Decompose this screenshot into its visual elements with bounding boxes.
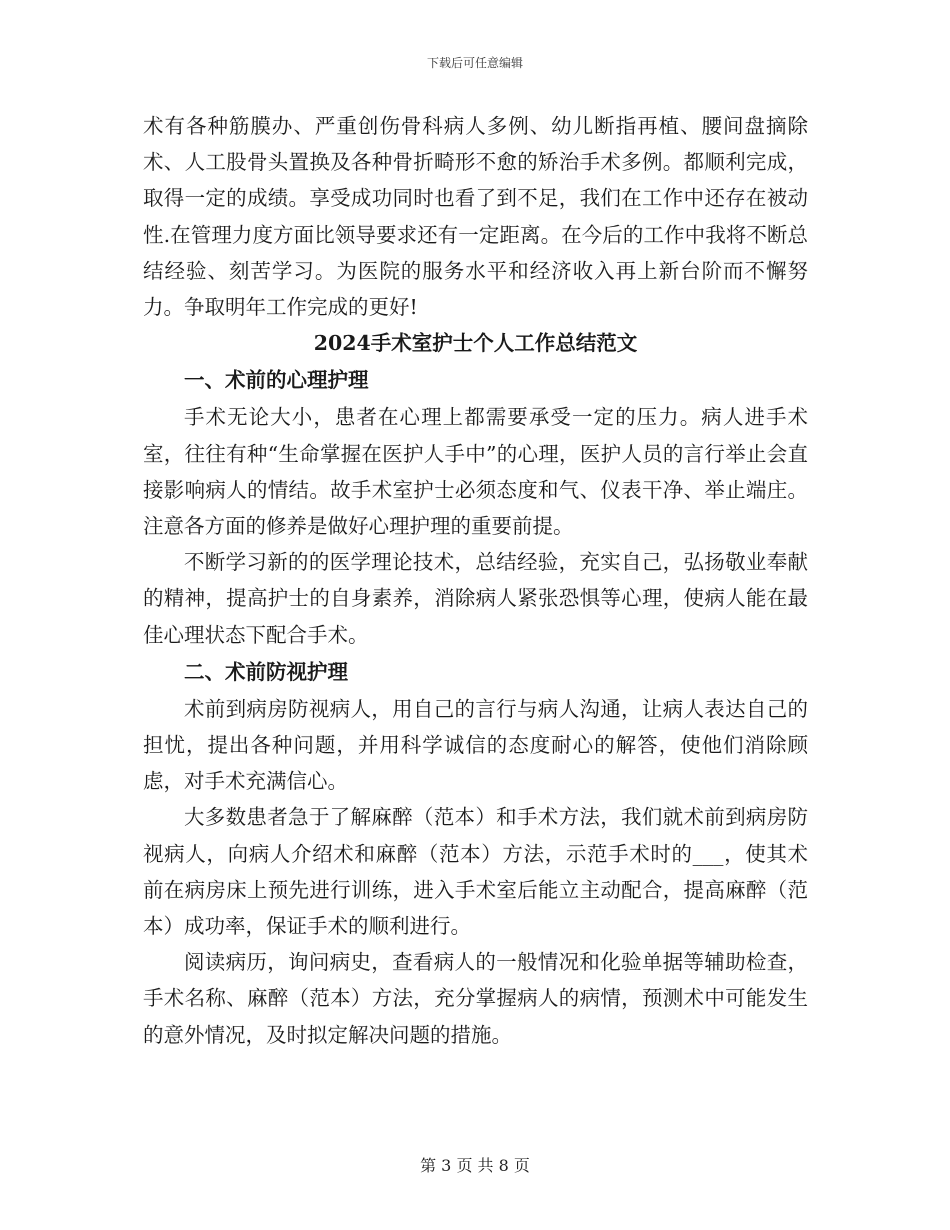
intro-paragraph: 术有各种筋膜办、严重创伤骨科病人多例、幼儿断指再植、腰间盘摘除术、人工股骨头置换及各种骨折畸形不愈的矫治手术多例。都顺利完成，取得一定的成绩。享受成功同时也看了到不足，我们在工作中还存在被动性.在管理力度方面比领导要求还有一定距离。在今后的工作中我将不断总结经验、刻苦学习。为医院的服务水平和经济收入再上新台阶而不懈努力。争取明年工作完成的更好! xyxy=(143,114,808,320)
section1-paragraph-2: 不断学习新的的医学理论技术，总结经验，充实自己，弘扬敬业奉献的精神，提高护士的自身素养，消除病人紧张恐惧等心理，使病人能在最佳心理状态下配合手术。 xyxy=(143,550,808,647)
page-footer: 第 3 页 共 8 页 xyxy=(420,1156,530,1175)
section2-paragraph-2: 大多数患者急于了解麻醉（范本）和手术方法，我们就术前到病房防视病人，向病人介绍术和麻醉（范本）方法，示范手术时的___，使其术前在病房床上预先进行训练，进入手术室后能立主动配合，提高麻醉（范本）成功率，保证手术的顺利进行。 xyxy=(143,805,808,939)
section-heading-1: 一、术前的心理护理 xyxy=(184,368,369,393)
section2-paragraph-1: 术前到病房防视病人，用自己的言行与病人沟通，让病人表达自己的担忧，提出各种问题，并用科学诚信的态度耐心的解答，使他们消除顾虑，对手术充满信心。 xyxy=(143,696,808,794)
page-header: 下载后可任意编辑 xyxy=(426,56,523,70)
section2-paragraph-3: 阅读病历，询问病史，查看病人的一般情况和化验单据等辅助检查，手术名称、麻醉（范本）方法，充分掌握病人的病情，预测术中可能发生的意外情况，及时拟定解决问题的措施。 xyxy=(143,950,808,1047)
section-heading-2: 二、术前防视护理 xyxy=(184,659,348,684)
document-body xyxy=(143,108,808,1053)
section1-paragraph-1: 手术无论大小，患者在心理上都需要承受一定的压力。病人进手术室，往往有种“生命掌握在医护人手中”的心理，医护人员的言行举止会直接影响病人的情结。故手术室护士必须态度和气、仪表干净、举止端庄。注意各方面的修养是做好心理护理的重要前提。 xyxy=(143,405,808,539)
document-title: 2024手术室护士个人工作总结范文 xyxy=(313,331,638,356)
